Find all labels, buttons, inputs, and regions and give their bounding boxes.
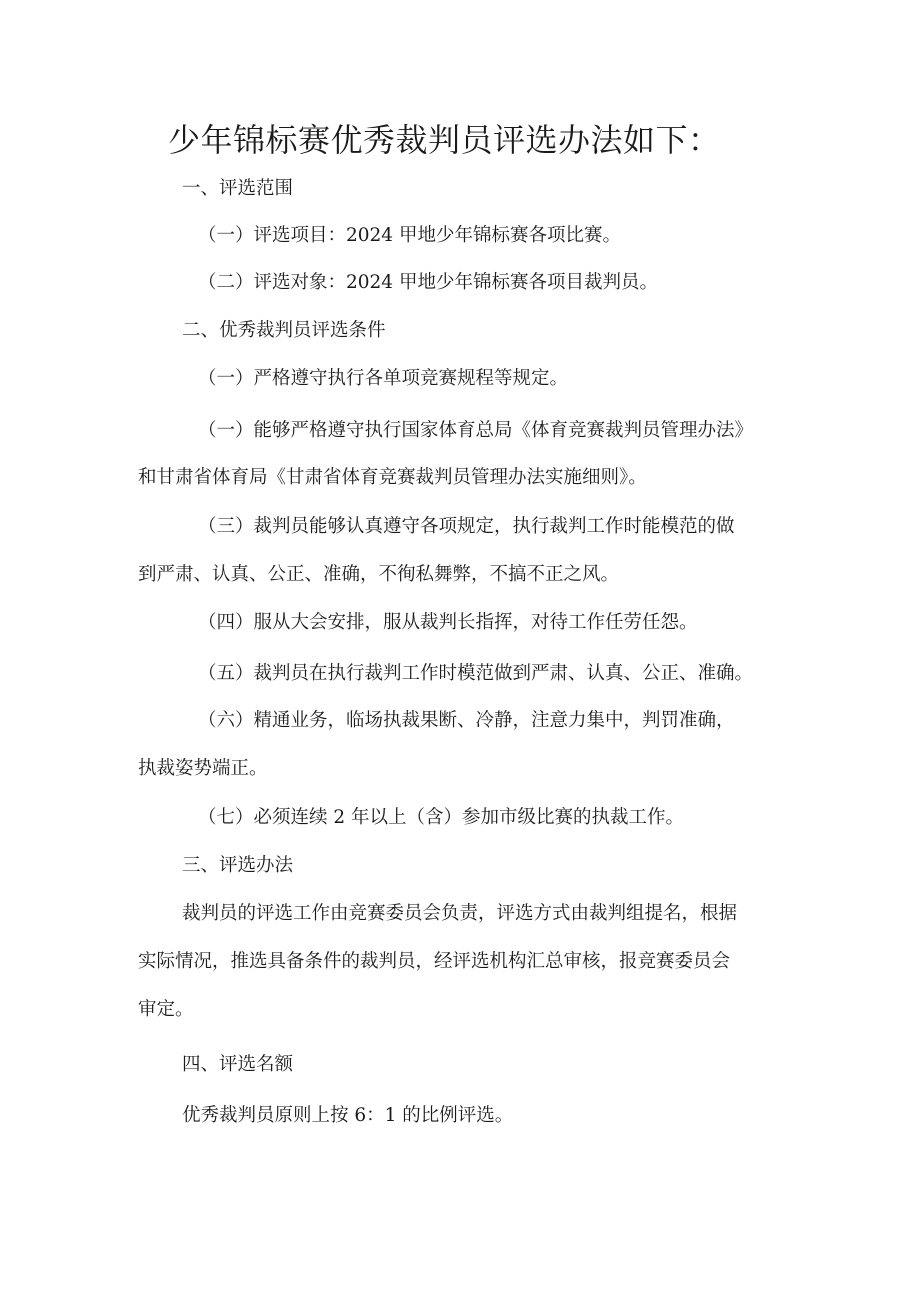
condition-item-4: （四）服从大会安排，服从裁判长指挥，对待工作任劳任怨。 xyxy=(198,612,698,633)
method-paragraph-line-3: 审定。 xyxy=(138,999,194,1020)
condition-item-7: （七）必须连续 2 年以上（含）参加市级比赛的执裁工作。 xyxy=(198,807,685,828)
scope-item-1: （一）评选项目：2024 甲地少年锦标赛各项比赛。 xyxy=(198,225,621,246)
condition-item-3-line-1: （三）裁判员能够认真遵守各项规定，执行裁判工作时能模范的做 xyxy=(198,516,735,537)
section-heading-quota: 四、评选名额 xyxy=(182,1054,294,1075)
condition-item-6-line-1: （六）精通业务，临场执裁果断、冷静，注意力集中，判罚准确， xyxy=(198,710,735,731)
document-title: 少年锦标赛优秀裁判员评选办法如下： xyxy=(168,121,721,159)
condition-item-5: （五）裁判员在执行裁判工作时模范做到严肃、认真、公正、准确。 xyxy=(198,663,754,684)
condition-item-2-line-2: 和甘肃省体育局《甘肃省体育竞赛裁判员管理办法实施细则》。 xyxy=(138,467,647,488)
quota-paragraph: 优秀裁判员原则上按 6：1 的比例评选。 xyxy=(182,1105,514,1126)
condition-item-3-line-2: 到严肃、认真、公正、准确，不徇私舞弊，不搞不正之风。 xyxy=(138,564,620,585)
section-heading-scope: 一、评选范围 xyxy=(182,178,294,199)
section-heading-method: 三、评选办法 xyxy=(182,855,294,876)
method-paragraph-line-2: 实际情况，推选具备条件的裁判员，经评选机构汇总审核，报竞赛委员会 xyxy=(138,951,731,972)
condition-item-6-line-2: 执裁姿势端正。 xyxy=(138,758,268,779)
section-heading-conditions: 二、优秀裁判员评选条件 xyxy=(182,320,386,341)
condition-item-2-line-1: （一）能够严格遵守执行国家体育总局《体育竞赛裁判员管理办法》 xyxy=(198,420,754,441)
condition-item-1: （一）严格遵守执行各单项竞赛规程等规定。 xyxy=(198,368,569,389)
scope-item-2: （二）评选对象：2024 甲地少年锦标赛各项目裁判员。 xyxy=(198,272,658,293)
method-paragraph-line-1: 裁判员的评选工作由竞赛委员会负责，评选方式由裁判组提名，根据 xyxy=(182,903,738,924)
